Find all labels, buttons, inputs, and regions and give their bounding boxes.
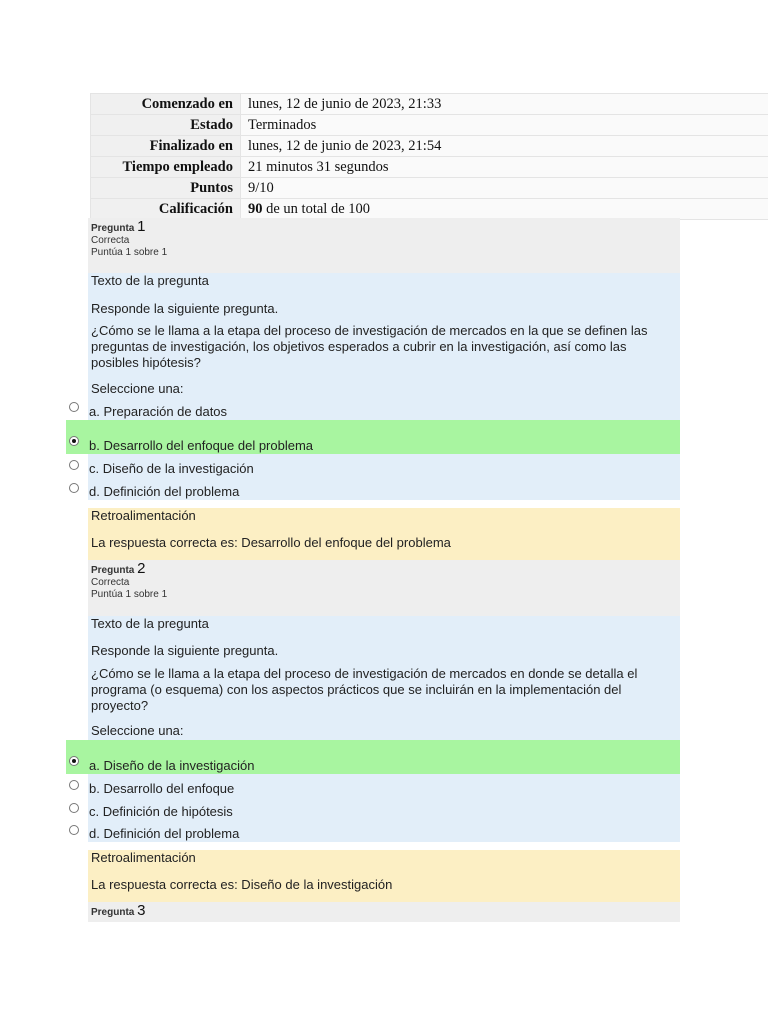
question-label: Pregunta bbox=[91, 907, 135, 918]
answer-option[interactable] bbox=[88, 774, 680, 797]
attempt-summary-table bbox=[90, 93, 768, 220]
answer-option-label: a. Diseño de la investigación bbox=[89, 758, 255, 773]
answer-option[interactable] bbox=[88, 477, 680, 500]
select-one-label: Seleccione una: bbox=[91, 723, 184, 738]
question-info bbox=[88, 902, 680, 922]
answer-option-label: d. Definición del problema bbox=[89, 826, 240, 841]
question-text-header: Texto de la pregunta bbox=[91, 616, 209, 631]
grade-value: 90 bbox=[248, 200, 263, 217]
feedback-box bbox=[88, 850, 680, 902]
question-text: ¿Cómo se le llama a la etapa del proceso de investigación de mercados en la que se definen las preguntas de investigación, los objetivos esperados a cubrir en la investigación, así como las posibles hipótesis? bbox=[91, 323, 648, 370]
summary-value: lunes, 12 de junio de 2023, 21:54 bbox=[241, 136, 768, 157]
summary-value bbox=[241, 199, 768, 220]
question-info bbox=[88, 560, 680, 616]
question-prompt: Responde la siguiente pregunta. bbox=[91, 301, 279, 316]
question-info bbox=[88, 218, 680, 273]
answer-option-label: d. Definición del problema bbox=[89, 484, 240, 499]
radio-button[interactable] bbox=[69, 803, 79, 813]
feedback-header: Retroalimentación bbox=[91, 508, 196, 523]
answer-option-label: c. Diseño de la investigación bbox=[89, 461, 254, 476]
answer-option-selected[interactable] bbox=[66, 420, 680, 454]
summary-label: Puntos bbox=[91, 178, 241, 199]
question-state: Correcta bbox=[91, 577, 130, 588]
summary-row-time-taken bbox=[91, 157, 768, 178]
radio-button[interactable] bbox=[69, 483, 79, 493]
radio-button-checked[interactable] bbox=[69, 756, 79, 766]
feedback-box bbox=[88, 508, 680, 560]
feedback-text: La respuesta correcta es: Diseño de la investigación bbox=[91, 877, 393, 892]
question-state: Correcta bbox=[91, 235, 130, 246]
answer-option[interactable] bbox=[88, 820, 680, 842]
question-label: Pregunta bbox=[91, 223, 135, 234]
summary-label: Finalizado en bbox=[91, 136, 241, 157]
answer-option[interactable] bbox=[88, 454, 680, 477]
question-text-header: Texto de la pregunta bbox=[91, 273, 209, 288]
select-one-label: Seleccione una: bbox=[91, 381, 184, 396]
question-number: 1 bbox=[137, 218, 146, 235]
radio-button[interactable] bbox=[69, 825, 79, 835]
summary-label: Estado bbox=[91, 115, 241, 136]
answer-option[interactable] bbox=[88, 797, 680, 820]
summary-row-started bbox=[91, 94, 768, 115]
answer-option-selected[interactable] bbox=[66, 740, 680, 774]
answer-option-label: c. Definición de hipótesis bbox=[89, 804, 233, 819]
summary-value: 21 minutos 31 segundos bbox=[241, 157, 768, 178]
summary-value: lunes, 12 de junio de 2023, 21:33 bbox=[241, 94, 768, 115]
question-text: ¿Cómo se le llama a la etapa del proceso de investigación de mercados en donde se detalla el programa (o esquema) con los aspectos prácticos que se incluirán en la implementación del proyecto? bbox=[91, 666, 638, 713]
radio-button-checked[interactable] bbox=[69, 436, 79, 446]
radio-button[interactable] bbox=[69, 460, 79, 470]
answer-option-label: b. Desarrollo del enfoque bbox=[89, 781, 235, 796]
question-grade: Puntúa 1 sobre 1 bbox=[91, 247, 168, 258]
question-grade: Puntúa 1 sobre 1 bbox=[91, 589, 168, 600]
answer-option-label: a. Preparación de datos bbox=[89, 404, 228, 419]
question-number: 3 bbox=[137, 902, 146, 919]
summary-label: Calificación bbox=[91, 199, 241, 220]
radio-button[interactable] bbox=[69, 780, 79, 790]
summary-value: Terminados bbox=[241, 115, 768, 136]
radio-button[interactable] bbox=[69, 402, 79, 412]
grade-total: de un total de 100 bbox=[262, 200, 371, 217]
summary-label: Comenzado en bbox=[91, 94, 241, 115]
answer-option[interactable] bbox=[66, 397, 680, 419]
summary-row-marks bbox=[91, 178, 768, 199]
summary-row-finished bbox=[91, 136, 768, 157]
summary-value: 9/10 bbox=[241, 178, 768, 199]
summary-row-grade bbox=[91, 199, 768, 220]
question-prompt: Responde la siguiente pregunta. bbox=[91, 643, 279, 658]
summary-row-state bbox=[91, 115, 768, 136]
question-number: 2 bbox=[137, 560, 146, 577]
feedback-header: Retroalimentación bbox=[91, 850, 196, 865]
question-label: Pregunta bbox=[91, 565, 135, 576]
feedback-text: La respuesta correcta es: Desarrollo del enfoque del problema bbox=[91, 535, 451, 550]
answer-option-label: b. Desarrollo del enfoque del problema bbox=[89, 438, 314, 453]
question-formulation bbox=[88, 616, 680, 740]
summary-label: Tiempo empleado bbox=[91, 157, 241, 178]
